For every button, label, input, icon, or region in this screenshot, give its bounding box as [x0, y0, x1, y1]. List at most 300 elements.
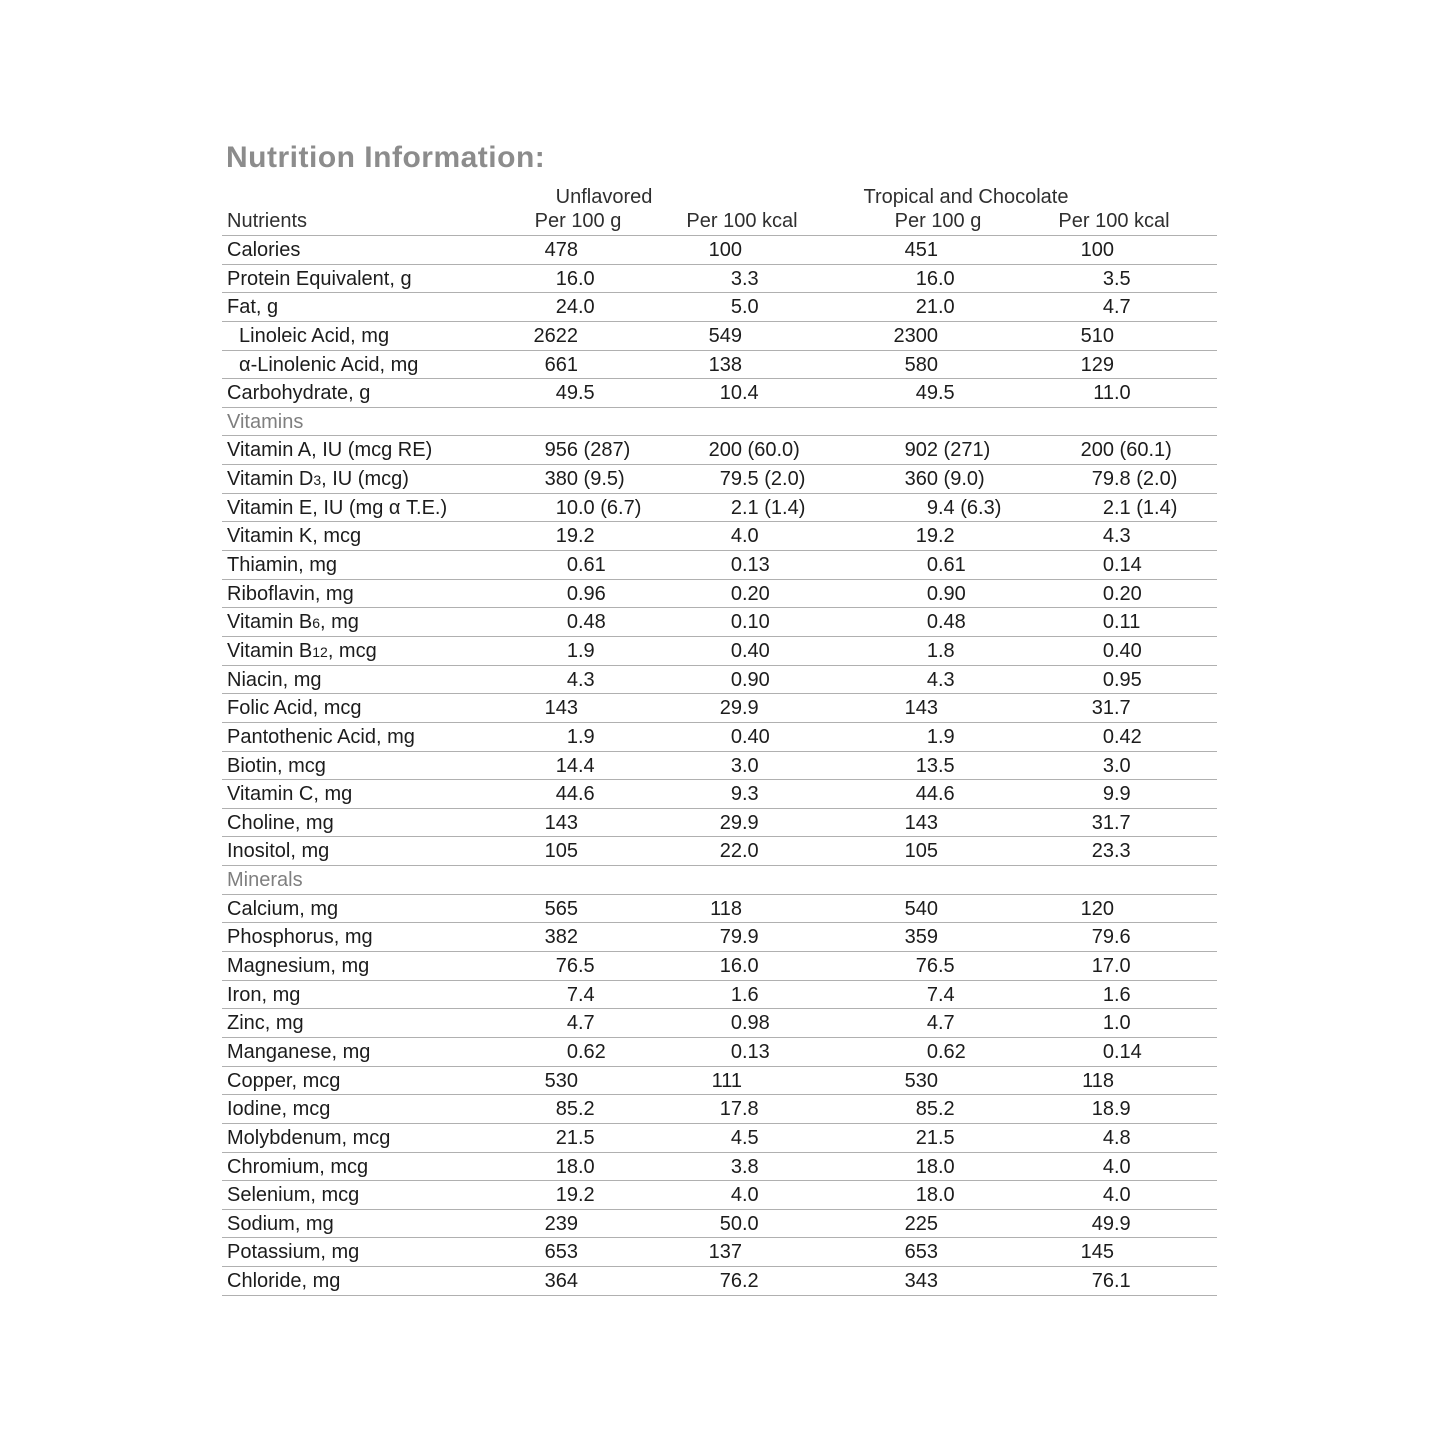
- value-cell: 0: [730, 1040, 742, 1063]
- value-cell: 530: [544, 1069, 578, 1092]
- value-cell-fraction: .0: [742, 296, 759, 319]
- value-cell-fraction: .2: [938, 525, 955, 548]
- group-header-tropical-chocolate: Tropical and Chocolate: [863, 186, 1069, 208]
- value-cell-fraction: .6: [1114, 983, 1131, 1006]
- value-cell-fraction: .20: [742, 582, 770, 605]
- value-cell: 3: [1102, 267, 1114, 290]
- value-cell: 16: [915, 267, 938, 290]
- row-label: Folic Acid, mcg: [227, 697, 362, 720]
- value-cell: 105: [904, 840, 938, 863]
- value-cell: 76: [1091, 1270, 1114, 1293]
- value-cell-fraction: .9: [1114, 783, 1131, 806]
- table-row: [222, 1153, 1217, 1182]
- value-cell-fraction: .1 (1.4): [742, 496, 806, 519]
- value-cell: 4: [926, 668, 938, 691]
- subscript: 6: [312, 615, 321, 632]
- value-cell-fraction: .4: [578, 983, 595, 1006]
- value-cell: 0: [1102, 725, 1114, 748]
- table-row: [222, 522, 1217, 551]
- value-cell-fraction: (60.0): [742, 439, 800, 462]
- value-cell: 9: [730, 783, 742, 806]
- row-label: Molybdenum, mcg: [227, 1126, 391, 1149]
- value-cell-fraction: .90: [938, 582, 966, 605]
- value-cell-fraction: .2: [578, 1098, 595, 1121]
- value-cell-fraction: .96: [578, 582, 606, 605]
- value-cell: 0: [730, 611, 742, 634]
- value-cell: 4: [730, 1126, 742, 1149]
- value-cell: 359: [904, 926, 938, 949]
- row-label: Fat, g: [227, 296, 279, 319]
- value-cell-fraction: (60.1): [1114, 439, 1172, 462]
- table-row: [222, 265, 1217, 294]
- value-cell-fraction: .14: [1114, 1040, 1142, 1063]
- column-header-nutrients: Nutrients: [227, 210, 308, 232]
- value-cell: 100: [1080, 239, 1114, 261]
- value-cell-fraction: .3: [938, 668, 955, 691]
- value-cell-fraction: .98: [742, 1012, 770, 1035]
- table-row: [222, 322, 1217, 351]
- value-cell-fraction: .6: [1114, 926, 1131, 949]
- value-cell: 1: [566, 725, 578, 748]
- value-cell: 0: [730, 668, 742, 691]
- value-cell: 76: [555, 955, 578, 978]
- value-cell-fraction: .8: [742, 1098, 759, 1121]
- value-cell-fraction: .0: [742, 840, 759, 863]
- value-cell: 143: [904, 697, 938, 720]
- value-cell-fraction: .48: [578, 611, 606, 634]
- value-cell-fraction: .0: [938, 1184, 955, 1207]
- value-cell: 0: [730, 582, 742, 605]
- value-cell-fraction: .0: [742, 1184, 759, 1207]
- value-cell: 137: [708, 1241, 742, 1264]
- value-cell: 478: [544, 239, 578, 261]
- value-cell: 79: [719, 468, 742, 491]
- table-row: [222, 494, 1217, 523]
- row-label: Vitamin C, mg: [227, 783, 353, 806]
- value-cell-fraction: .4: [578, 754, 595, 777]
- value-cell: 902: [904, 439, 938, 462]
- table-row: [222, 952, 1217, 981]
- row-label: Potassium, mg: [227, 1241, 360, 1264]
- value-cell-fraction: .2: [578, 525, 595, 548]
- table-row: [222, 379, 1217, 408]
- value-cell: 143: [904, 811, 938, 834]
- value-cell-fraction: .9: [742, 811, 759, 834]
- table-row: [222, 351, 1217, 380]
- value-cell: 129: [1080, 353, 1114, 376]
- value-cell: 1: [1102, 1012, 1114, 1035]
- table-row: [222, 551, 1217, 580]
- value-cell: 661: [544, 353, 578, 376]
- value-cell-fraction: .5: [938, 754, 955, 777]
- value-cell-fraction: (287): [578, 439, 631, 462]
- value-cell: 17: [719, 1098, 742, 1121]
- value-cell: 16: [555, 267, 578, 290]
- value-cell: 4: [1102, 1126, 1114, 1149]
- row-label: Phosphorus, mg: [227, 926, 373, 949]
- value-cell-fraction: .0: [742, 1212, 759, 1235]
- row-label: Vitamin E, IU (mg α T.E.): [227, 496, 448, 519]
- value-cell-fraction: .2: [578, 1184, 595, 1207]
- value-cell-fraction: .0: [742, 754, 759, 777]
- value-cell-fraction: .4: [742, 382, 759, 405]
- row-label: Iron, mg: [227, 983, 301, 1006]
- value-cell: 19: [555, 525, 578, 548]
- group-header-unflavored: Unflavored: [555, 186, 653, 208]
- row-label: Copper, mcg: [227, 1069, 341, 1092]
- value-cell-fraction: .2: [742, 1270, 759, 1293]
- value-cell-fraction: (9.5): [578, 468, 625, 491]
- value-cell-fraction: .3: [742, 267, 759, 290]
- row-label: Protein Equivalent, g: [227, 267, 412, 290]
- value-cell: 138: [708, 353, 742, 376]
- table-row: [222, 1067, 1217, 1096]
- row-label: Choline, mg: [227, 811, 334, 834]
- value-cell-fraction: .6: [742, 983, 759, 1006]
- value-cell-fraction: .9: [742, 926, 759, 949]
- row-label: Iodine, mcg: [227, 1098, 331, 1121]
- value-cell: 9: [1102, 783, 1114, 806]
- value-cell-fraction: .90: [742, 668, 770, 691]
- value-cell: 29: [719, 697, 742, 720]
- value-cell: 4: [730, 525, 742, 548]
- value-cell: 2: [730, 496, 742, 519]
- table-row: [222, 837, 1217, 866]
- value-cell-fraction: .62: [578, 1040, 606, 1063]
- table-row: [222, 866, 1217, 895]
- value-cell: 7: [566, 983, 578, 1006]
- value-cell-fraction: .0: [938, 267, 955, 290]
- value-cell-fraction: .7: [1114, 811, 1131, 834]
- value-cell-fraction: .3: [742, 783, 759, 806]
- value-cell: 580: [904, 353, 938, 376]
- value-cell-fraction: .9: [1114, 1098, 1131, 1121]
- value-cell: 0: [730, 1012, 742, 1035]
- table-group-header-row: [222, 186, 1217, 213]
- row-label: Pantothenic Acid, mg: [227, 725, 415, 748]
- column-header-per-100kcal-unflavored: Per 100 kcal: [686, 210, 798, 232]
- value-cell: 111: [711, 1069, 742, 1092]
- value-cell: 380: [544, 468, 578, 491]
- value-cell: 653: [904, 1241, 938, 1264]
- value-cell: 11: [1093, 382, 1114, 405]
- value-cell-fraction: .0: [1114, 1184, 1131, 1207]
- value-cell: 18: [1091, 1098, 1114, 1121]
- value-cell: 4: [566, 668, 578, 691]
- subscript: 3: [313, 472, 322, 489]
- value-cell: 4: [1102, 296, 1114, 319]
- subscript: 12: [312, 643, 328, 660]
- value-cell: 4: [730, 1184, 742, 1207]
- value-cell-fraction: .7: [1114, 697, 1131, 720]
- table-row: [222, 436, 1217, 465]
- value-cell-fraction: .1: [1114, 1270, 1131, 1293]
- value-cell-fraction: .5: [578, 955, 595, 978]
- value-cell-fraction: .0: [742, 955, 759, 978]
- column-header-per-100kcal-tropical: Per 100 kcal: [1058, 210, 1170, 232]
- row-label: Vitamins: [227, 410, 304, 433]
- value-cell: 239: [544, 1212, 578, 1235]
- value-cell-fraction: .0: [578, 1155, 595, 1178]
- row-label: Vitamin D3, IU (mcg): [227, 468, 409, 491]
- value-cell: 118: [1082, 1069, 1114, 1092]
- value-cell: 4: [1102, 1184, 1114, 1207]
- value-cell: 79: [1091, 926, 1114, 949]
- table-row: [222, 1124, 1217, 1153]
- value-cell-fraction: .7: [1114, 296, 1131, 319]
- value-cell-fraction: .5: [578, 1126, 595, 1149]
- value-cell-fraction: .9: [578, 725, 595, 748]
- value-cell: 21: [915, 1126, 938, 1149]
- value-cell: 451: [904, 239, 938, 261]
- table-row: [222, 408, 1217, 437]
- table-row: [222, 981, 1217, 1010]
- table-row: [222, 1267, 1217, 1296]
- value-cell: 23: [1091, 840, 1114, 863]
- value-cell: 76: [915, 955, 938, 978]
- value-cell-fraction: .5: [938, 1126, 955, 1149]
- value-cell: 14: [555, 754, 578, 777]
- value-cell-fraction: .40: [1114, 639, 1142, 662]
- value-cell-fraction: .0: [1114, 1012, 1131, 1035]
- table-row: [222, 895, 1217, 924]
- value-cell: 44: [915, 783, 938, 806]
- row-label: Inositol, mg: [227, 840, 330, 863]
- value-cell: 0: [1102, 611, 1114, 634]
- value-cell-fraction: .9: [578, 639, 595, 662]
- table-row: [222, 752, 1217, 781]
- row-label: Minerals: [227, 869, 303, 892]
- value-cell: 5: [730, 296, 742, 319]
- row-label: Manganese, mg: [227, 1040, 371, 1063]
- value-cell: 382: [544, 926, 578, 949]
- value-cell: 31: [1091, 811, 1114, 834]
- value-cell-fraction: .5: [742, 1126, 759, 1149]
- table-row: [222, 923, 1217, 952]
- value-cell: 2: [1102, 496, 1114, 519]
- value-cell: 0: [566, 1040, 578, 1063]
- value-cell-fraction: .9: [742, 697, 759, 720]
- value-cell-fraction: .4: [938, 983, 955, 1006]
- row-label: Chromium, mcg: [227, 1155, 369, 1178]
- value-cell: 85: [915, 1098, 938, 1121]
- value-cell-fraction: .40: [742, 639, 770, 662]
- value-cell: 143: [544, 697, 578, 720]
- value-cell: 0: [566, 554, 578, 577]
- value-cell-fraction: .62: [938, 1040, 966, 1063]
- nutrition-table: [222, 186, 1217, 1296]
- value-cell: 17: [1091, 955, 1114, 978]
- value-cell: 0: [1102, 582, 1114, 605]
- row-label: Vitamin B12, mcg: [227, 639, 377, 662]
- value-cell-fraction: .6: [578, 783, 595, 806]
- value-cell: 79: [719, 926, 742, 949]
- value-cell-fraction: (9.0): [938, 468, 985, 491]
- row-label: Vitamin A, IU (mcg RE): [227, 439, 433, 462]
- value-cell: 0: [730, 554, 742, 577]
- row-label: Thiamin, mg: [227, 554, 338, 577]
- value-cell-fraction: .42: [1114, 725, 1142, 748]
- value-cell-fraction: .40: [742, 725, 770, 748]
- table-row: [222, 608, 1217, 637]
- value-cell: 0: [730, 639, 742, 662]
- table-body: [222, 236, 1217, 1296]
- column-header-per-100g-unflavored: Per 100 g: [534, 210, 622, 232]
- value-cell: 118: [710, 897, 742, 920]
- row-label: Riboflavin, mg: [227, 582, 354, 605]
- value-cell: 50: [719, 1212, 742, 1235]
- value-cell: 0: [1102, 639, 1114, 662]
- value-cell: 0: [1102, 668, 1114, 691]
- value-cell: 200: [708, 439, 742, 462]
- table-column-header-row: [222, 210, 1217, 236]
- value-cell: 49: [555, 382, 578, 405]
- value-cell: 100: [708, 239, 742, 261]
- value-cell-fraction: .0: [578, 267, 595, 290]
- value-cell: 4: [1102, 1155, 1114, 1178]
- value-cell: 565: [544, 897, 578, 920]
- value-cell-fraction: .3: [1114, 525, 1131, 548]
- table-row: [222, 465, 1217, 494]
- table-row: [222, 780, 1217, 809]
- value-cell: 364: [544, 1270, 578, 1293]
- value-cell-fraction: .20: [1114, 582, 1142, 605]
- value-cell-fraction: .8: [1114, 1126, 1131, 1149]
- table-row: [222, 694, 1217, 723]
- value-cell: 0: [1102, 554, 1114, 577]
- value-cell: 21: [555, 1126, 578, 1149]
- value-cell-fraction: .3: [578, 668, 595, 691]
- value-cell-fraction: .8 (2.0): [1114, 468, 1178, 491]
- value-cell: 49: [1091, 1212, 1114, 1235]
- value-cell-fraction: .0: [938, 296, 955, 319]
- value-cell: 18: [915, 1155, 938, 1178]
- value-cell: 18: [915, 1184, 938, 1207]
- table-row: [222, 1009, 1217, 1038]
- value-cell: 1: [730, 983, 742, 1006]
- value-cell-fraction: .8: [742, 1155, 759, 1178]
- value-cell-fraction: .0: [938, 1155, 955, 1178]
- value-cell: 225: [904, 1212, 938, 1235]
- value-cell: 18: [555, 1155, 578, 1178]
- value-cell: 79: [1091, 468, 1114, 491]
- row-label: Chloride, mg: [227, 1270, 341, 1293]
- value-cell-fraction: .7: [938, 1012, 955, 1035]
- value-cell-fraction: .0: [578, 296, 595, 319]
- value-cell: 0: [926, 1040, 938, 1063]
- value-cell: 653: [544, 1241, 578, 1264]
- table-row: [222, 1210, 1217, 1239]
- value-cell: 540: [904, 897, 938, 920]
- table-row: [222, 236, 1217, 265]
- value-cell-fraction: .48: [938, 611, 966, 634]
- row-label: Linoleic Acid, mg: [239, 324, 390, 347]
- value-cell: 1: [926, 639, 938, 662]
- page-title: Nutrition Information:: [226, 141, 546, 174]
- value-cell: 360: [904, 468, 938, 491]
- row-label: Sodium, mg: [227, 1212, 334, 1235]
- row-label: Carbohydrate, g: [227, 382, 371, 405]
- value-cell: 3: [730, 1155, 742, 1178]
- value-cell-fraction: .95: [1114, 668, 1142, 691]
- value-cell: 0: [926, 582, 938, 605]
- row-label: Biotin, mcg: [227, 754, 326, 777]
- row-label: Selenium, mcg: [227, 1184, 360, 1207]
- value-cell: 4: [926, 1012, 938, 1035]
- value-cell: 21: [915, 296, 938, 319]
- table-row: [222, 1181, 1217, 1210]
- value-cell-fraction: .2: [938, 1098, 955, 1121]
- value-cell: 0: [566, 582, 578, 605]
- value-cell: 22: [719, 840, 742, 863]
- value-cell-fraction: .4 (6.3): [938, 496, 1002, 519]
- value-cell: 956: [544, 439, 578, 462]
- table-row: [222, 1238, 1217, 1267]
- value-cell-fraction: .0: [1114, 955, 1131, 978]
- value-cell-fraction: .13: [742, 1040, 770, 1063]
- value-cell-fraction: .9: [1114, 1212, 1131, 1235]
- value-cell: 10: [555, 496, 578, 519]
- table-row: [222, 723, 1217, 752]
- value-cell: 1: [926, 725, 938, 748]
- value-cell: 1: [1102, 983, 1114, 1006]
- value-cell-fraction: .1 (1.4): [1114, 496, 1178, 519]
- value-cell: 0: [926, 611, 938, 634]
- table-row: [222, 1038, 1217, 1067]
- table-row: [222, 666, 1217, 695]
- value-cell: 143: [544, 811, 578, 834]
- value-cell-fraction: .0: [1114, 1155, 1131, 1178]
- value-cell-fraction: .13: [742, 554, 770, 577]
- value-cell: 44: [555, 783, 578, 806]
- value-cell: 1: [566, 639, 578, 662]
- value-cell-fraction: .0: [1114, 382, 1131, 405]
- value-cell: 343: [904, 1270, 938, 1293]
- value-cell: 31: [1091, 697, 1114, 720]
- value-cell-fraction: .11: [1114, 611, 1141, 634]
- row-label: Vitamin B6, mg: [227, 611, 359, 634]
- value-cell-fraction: .6: [938, 783, 955, 806]
- row-label: Calcium, mg: [227, 897, 339, 920]
- value-cell: 4: [566, 1012, 578, 1035]
- table-row: [222, 637, 1217, 666]
- value-cell-fraction: .8: [938, 639, 955, 662]
- value-cell: 3: [730, 267, 742, 290]
- row-label: Niacin, mg: [227, 668, 322, 691]
- value-cell-fraction: .0: [1114, 754, 1131, 777]
- value-cell-fraction: .5: [938, 955, 955, 978]
- table-row: [222, 809, 1217, 838]
- value-cell: 7: [926, 983, 938, 1006]
- value-cell: 2300: [893, 324, 938, 347]
- value-cell: 13: [915, 754, 938, 777]
- value-cell: 9: [926, 496, 938, 519]
- row-label: Magnesium, mg: [227, 955, 370, 978]
- value-cell-fraction: .61: [578, 554, 606, 577]
- value-cell: 549: [708, 324, 742, 347]
- value-cell: 19: [555, 1184, 578, 1207]
- value-cell-fraction: .5: [1114, 267, 1131, 290]
- value-cell-fraction: .5 (2.0): [742, 468, 806, 491]
- value-cell: 0: [730, 725, 742, 748]
- table-row: [222, 293, 1217, 322]
- column-header-per-100g-tropical: Per 100 g: [894, 210, 982, 232]
- row-label: α-Linolenic Acid, mg: [239, 353, 419, 376]
- value-cell: 200: [1080, 439, 1114, 462]
- value-cell: 3: [730, 754, 742, 777]
- value-cell: 16: [719, 955, 742, 978]
- row-label: Calories: [227, 239, 301, 261]
